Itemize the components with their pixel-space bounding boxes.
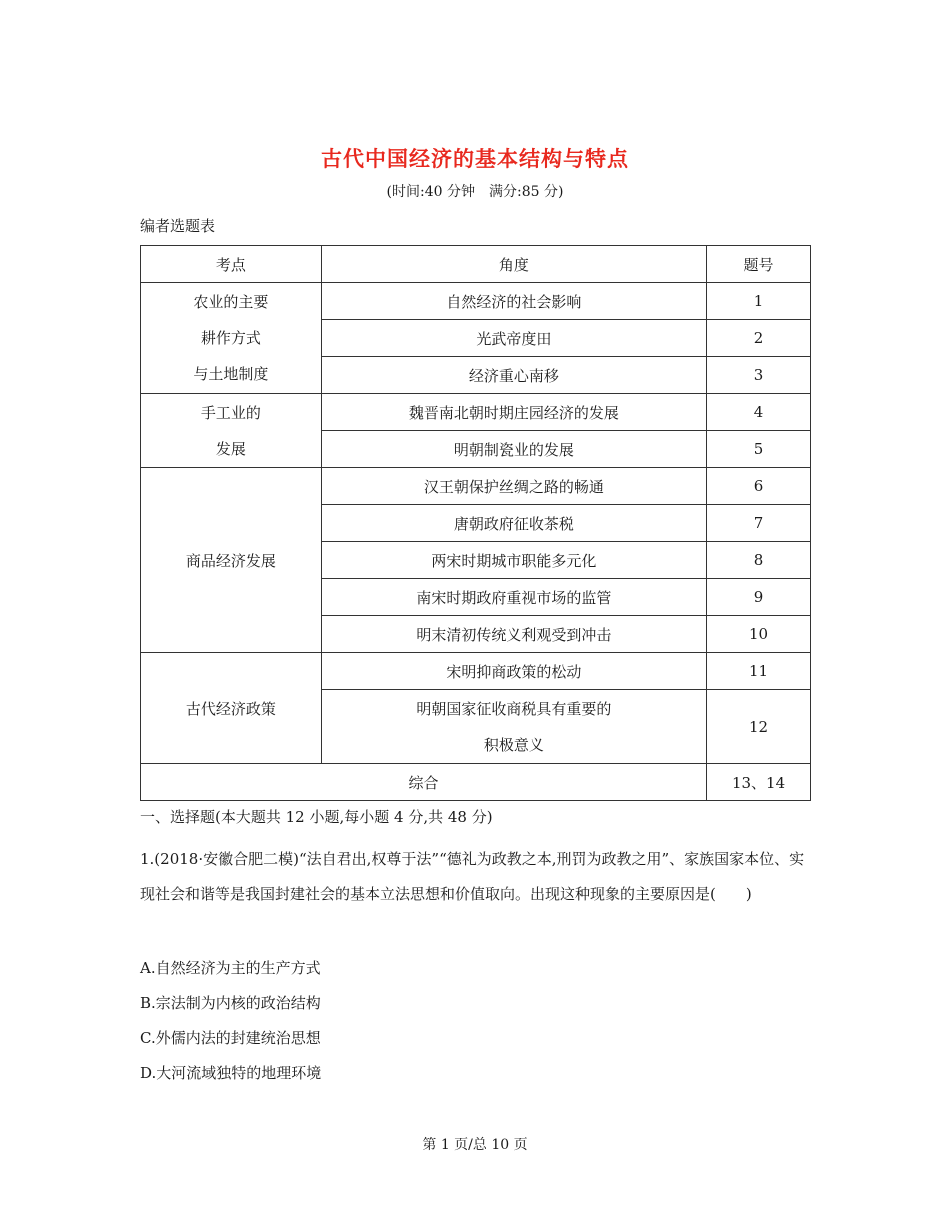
header-kaodian: 考点: [141, 246, 322, 283]
kaodian-line: 手工业的: [200, 403, 261, 422]
summary-label: 综合: [141, 764, 707, 801]
number-cell: 4: [707, 394, 811, 431]
option-c: C.外儒内法的封建统治思想: [140, 1029, 321, 1047]
angle-line: 积极意义: [483, 735, 544, 754]
table-row: [141, 468, 811, 505]
kaodian-cell: [141, 283, 322, 394]
angle-cell: 宋明抑商政策的松动: [321, 653, 706, 690]
number-cell: 9: [707, 579, 811, 616]
kaodian-cell: 古代经济政策: [141, 653, 322, 764]
angle-cell: 经济重心南移: [321, 357, 706, 394]
number-cell: 7: [707, 505, 811, 542]
table-row: [141, 653, 811, 690]
question-stem: 1.(2018·安徽合肥二模)“法自君出,权尊于法”“德礼为政教之本,刑罚为政教之用”、家族国家本位、实现社会和谐等是我国封建社会的基本立法思想和价值取向。出现这种现象的主要原因是( ): [140, 850, 805, 903]
topic-selection-table: [140, 245, 811, 801]
angle-cell: 唐朝政府征收茶税: [321, 505, 706, 542]
number-cell: 12: [707, 690, 811, 764]
kaodian-cell: [141, 394, 322, 468]
summary-row: [141, 764, 811, 801]
number-cell: 5: [707, 431, 811, 468]
document-title: 古代中国经济的基本结构与特点: [321, 146, 629, 171]
option-d: D.大河流域独特的地理环境: [140, 1064, 322, 1082]
angle-cell: [321, 690, 706, 764]
table-caption: 编者选题表: [140, 217, 216, 235]
kaodian-line: 与土地制度: [193, 365, 269, 383]
header-angle: 角度: [321, 246, 706, 283]
option-a: A.自然经济为主的生产方式: [140, 959, 321, 977]
page-footer: 第 1 页/总 10 页: [422, 1137, 528, 1153]
kaodian-line: 农业的主要: [193, 293, 269, 311]
angle-cell: 魏晋南北朝时期庄园经济的发展: [321, 394, 706, 431]
table-row: [141, 283, 811, 320]
number-cell: 3: [707, 357, 811, 394]
number-cell: 2: [707, 320, 811, 357]
number-cell: 1: [707, 283, 811, 320]
header-number: 题号: [707, 246, 811, 283]
angle-cell: 光武帝度田: [321, 320, 706, 357]
section-heading: 一、选择题(本大题共 12 小题,每小题 4 分,共 48 分): [140, 808, 493, 826]
time-score-line: (时间:40 分钟 满分:85 分): [386, 184, 564, 200]
angle-cell: 明末清初传统义利观受到冲击: [321, 616, 706, 653]
summary-number: 13、14: [707, 764, 811, 801]
angle-line: 明朝国家征收商税具有重要的: [416, 699, 612, 718]
angle-cell: 明朝制瓷业的发展: [321, 431, 706, 468]
angle-cell: 南宋时期政府重视市场的监管: [321, 579, 706, 616]
number-cell: 10: [707, 616, 811, 653]
table-row: [141, 394, 811, 431]
kaodian-cell: 商品经济发展: [141, 468, 322, 653]
angle-cell: 两宋时期城市职能多元化: [321, 542, 706, 579]
number-cell: 11: [707, 653, 811, 690]
kaodian-line: 发展: [215, 439, 246, 458]
number-cell: 6: [707, 468, 811, 505]
kaodian-line: 耕作方式: [200, 329, 261, 347]
table-header-row: [141, 246, 811, 283]
option-b: B.宗法制为内核的政治结构: [140, 994, 321, 1012]
angle-cell: 自然经济的社会影响: [321, 283, 706, 320]
number-cell: 8: [707, 542, 811, 579]
angle-cell: 汉王朝保护丝绸之路的畅通: [321, 468, 706, 505]
